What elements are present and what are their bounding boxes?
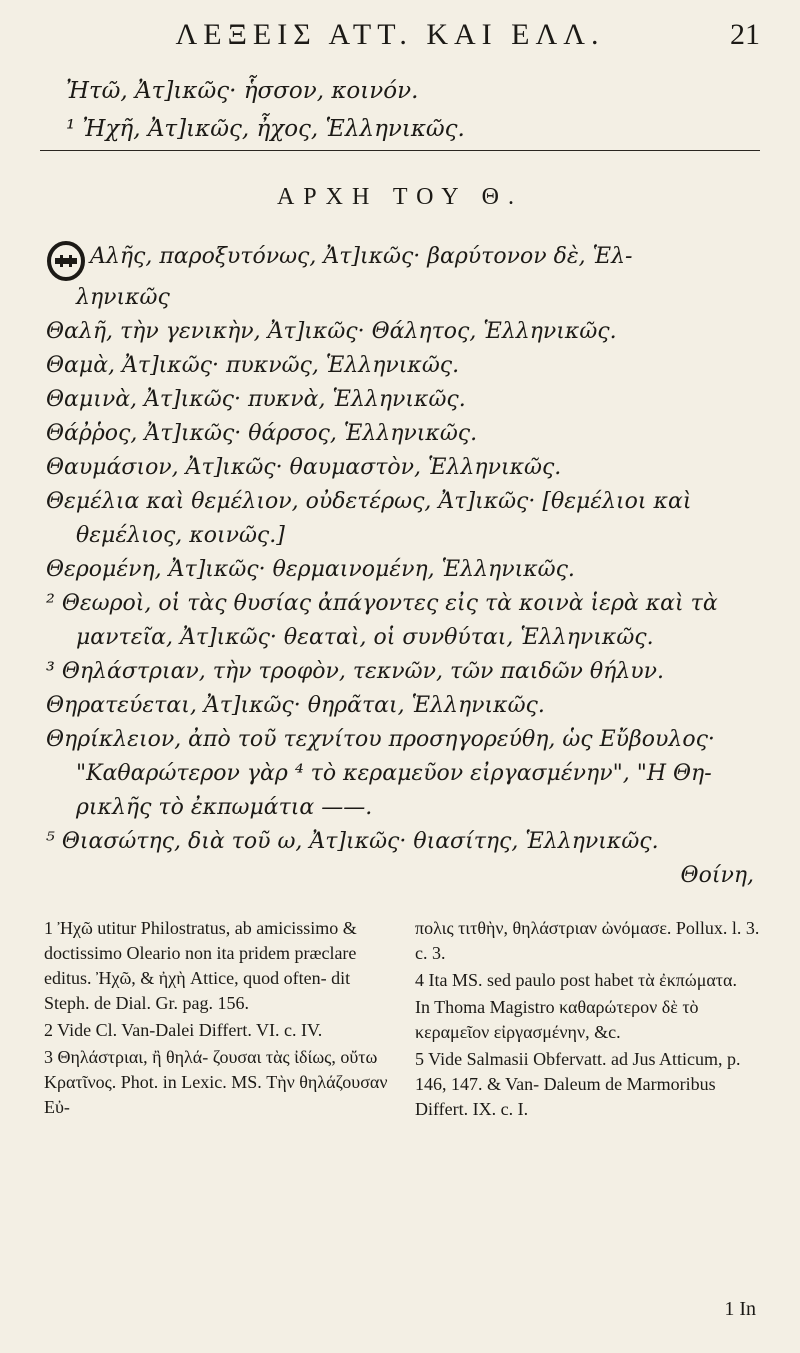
lexicon-entry: Θαμὰ, Ἀτ]ικῶς· πυκνῶς, Ἑλληνικῶς. — [46, 353, 460, 378]
lexicon-entry: "Καθαρώτερον γὰρ ⁴ τὸ κεραμεῦον εἰργασμένην", "Η Θη- — [76, 761, 712, 786]
entry-text: Αλῆς, παροξυτόνως, Ἀτ]ικῶς· βαρύτονον δὲ, Ἑλ- — [90, 244, 633, 269]
decorated-initial-icon — [46, 241, 86, 281]
continued-entry: ¹ Ἠχῆ, Ἀτ]ικῶς, ἦχος, Ἑλληνικῶς. — [66, 116, 465, 142]
footnote: 1 Ἠχῶ utitur Philostratus, ab amicissimo & doctissimo Oleario non ita pridem præclare editus. Ἠχῶ, & ἠχὴ Attice, quod often- dit Steph. de Dial. Gr. pag. 156. — [44, 918, 357, 1013]
running-head — [60, 18, 760, 58]
lexicon-entry: Θηρίκλειον, ἀπὸ τοῦ τεχνίτου προσηγορεύθη, ὡς Εὔβουλος· — [46, 727, 715, 752]
footnote: 4 Ita MS. sed paulo post habet τὰ ἐκπώματα. — [415, 970, 737, 990]
lexicon-entries — [46, 240, 760, 893]
lexicon-entry: ⁵ Θιασώτης, διὰ τοῦ ω, Ἀτ]ικῶς· θιασίτης, Ἑλληνικῶς. — [46, 829, 659, 854]
footnotes-right-column — [415, 916, 760, 1124]
footnote: 3 Θηλάστριαι, ἢ θηλά- ζουσαι τὰς ἰδίως, οὔτω Κρατῖνος. Phot. in Lexic. MS. Τὴν θηλάζουσαν Εὐ- — [44, 1047, 388, 1117]
lexicon-entry: ³ Θηλάστριαν, τὴν τροφὸν, τεκνῶν, τῶν παιδῶν θήλυν. — [46, 659, 665, 684]
lexicon-entry: Θαυμάσιον, Ἀτ]ικῶς· θαυμαστὸν, Ἑλληνικῶς. — [46, 455, 562, 480]
continued-entry: Ἠτῶ, Ἀτ]ικῶς· ἧσσον, κοινόν. — [66, 78, 419, 104]
continued-entries — [66, 72, 740, 148]
page-number: 21 — [730, 18, 760, 51]
section-divider — [40, 150, 760, 151]
page-catchword: 1 In — [724, 1298, 756, 1320]
lexicon-entry: μαντεῖα, Ἀτ]ικῶς· θεαταὶ, οἱ συνθύται, Ἑλληνικῶς. — [76, 625, 654, 650]
section-heading: ΑΡΧΗ ΤΟΥ Θ. — [276, 184, 524, 210]
lexicon-entry — [46, 240, 760, 281]
footnote: In Thoma Magistro καθαρώτερον δὲ τὸ κεραμεῖον εἰργασμένην, &c. — [415, 997, 699, 1042]
lexicon-entry: Θαμινὰ, Ἀτ]ικῶς· πυκνὰ, Ἑλληνικῶς. — [46, 387, 466, 412]
footnote: πολις τιτθὴν, θηλάστριαν ὠνόμασε. Pollux. l. 3. c. 3. — [415, 918, 760, 963]
footnotes-left-column — [44, 916, 389, 1124]
lexicon-entry: ρικλῆς τὸ ἐκπωμάτια ——. — [76, 795, 373, 820]
lexicon-entry: Θηρατεύεται, Ἀτ]ικῶς· θηρᾶται, Ἑλληνικῶς. — [46, 693, 545, 718]
lexicon-entry: Θεμέλια καὶ θεμέλιον, οὐδετέρως, Ἀτ]ικῶς· [θεμέλιοι καὶ — [46, 489, 692, 514]
lexicon-entry: ² Θεωροὶ, οἱ τὰς θυσίας ἀπάγοντες εἰς τὰ κοινὰ ἱερὰ καὶ τὰ — [46, 591, 718, 616]
footnotes — [44, 916, 760, 1124]
running-title: ΛΕΞΕΙΣ ΑΤΤ. ΚΑΙ ΕΛΛ. — [175, 18, 605, 51]
lexicon-entry: Θαλῆ, τὴν γενικὴν, Ἀτ]ικῶς· Θάλητος, Ἑλληνικῶς. — [46, 319, 617, 344]
footnote: 2 Vide Cl. Van-Dalei Differt. VI. c. IV. — [44, 1020, 323, 1040]
text-catchword: Θοίνη, — [680, 863, 754, 888]
lexicon-entry: ληνικῶς — [76, 285, 170, 310]
lexicon-entry: Θάῤῥος, Ἀτ]ικῶς· θάρσος, Ἑλληνικῶς. — [46, 421, 478, 446]
footnote: 5 Vide Salmasii Obfervatt. ad Jus Atticum, p. 146, 147. & Van- Daleum de Marmoribus Differt. IX. c. I. — [415, 1049, 741, 1119]
lexicon-entry: Θερομένη, Ἀτ]ικῶς· θερμαινομένη, Ἑλληνικῶς. — [46, 557, 575, 582]
lexicon-entry: θεμέλιος, κοινῶς.] — [76, 523, 285, 548]
